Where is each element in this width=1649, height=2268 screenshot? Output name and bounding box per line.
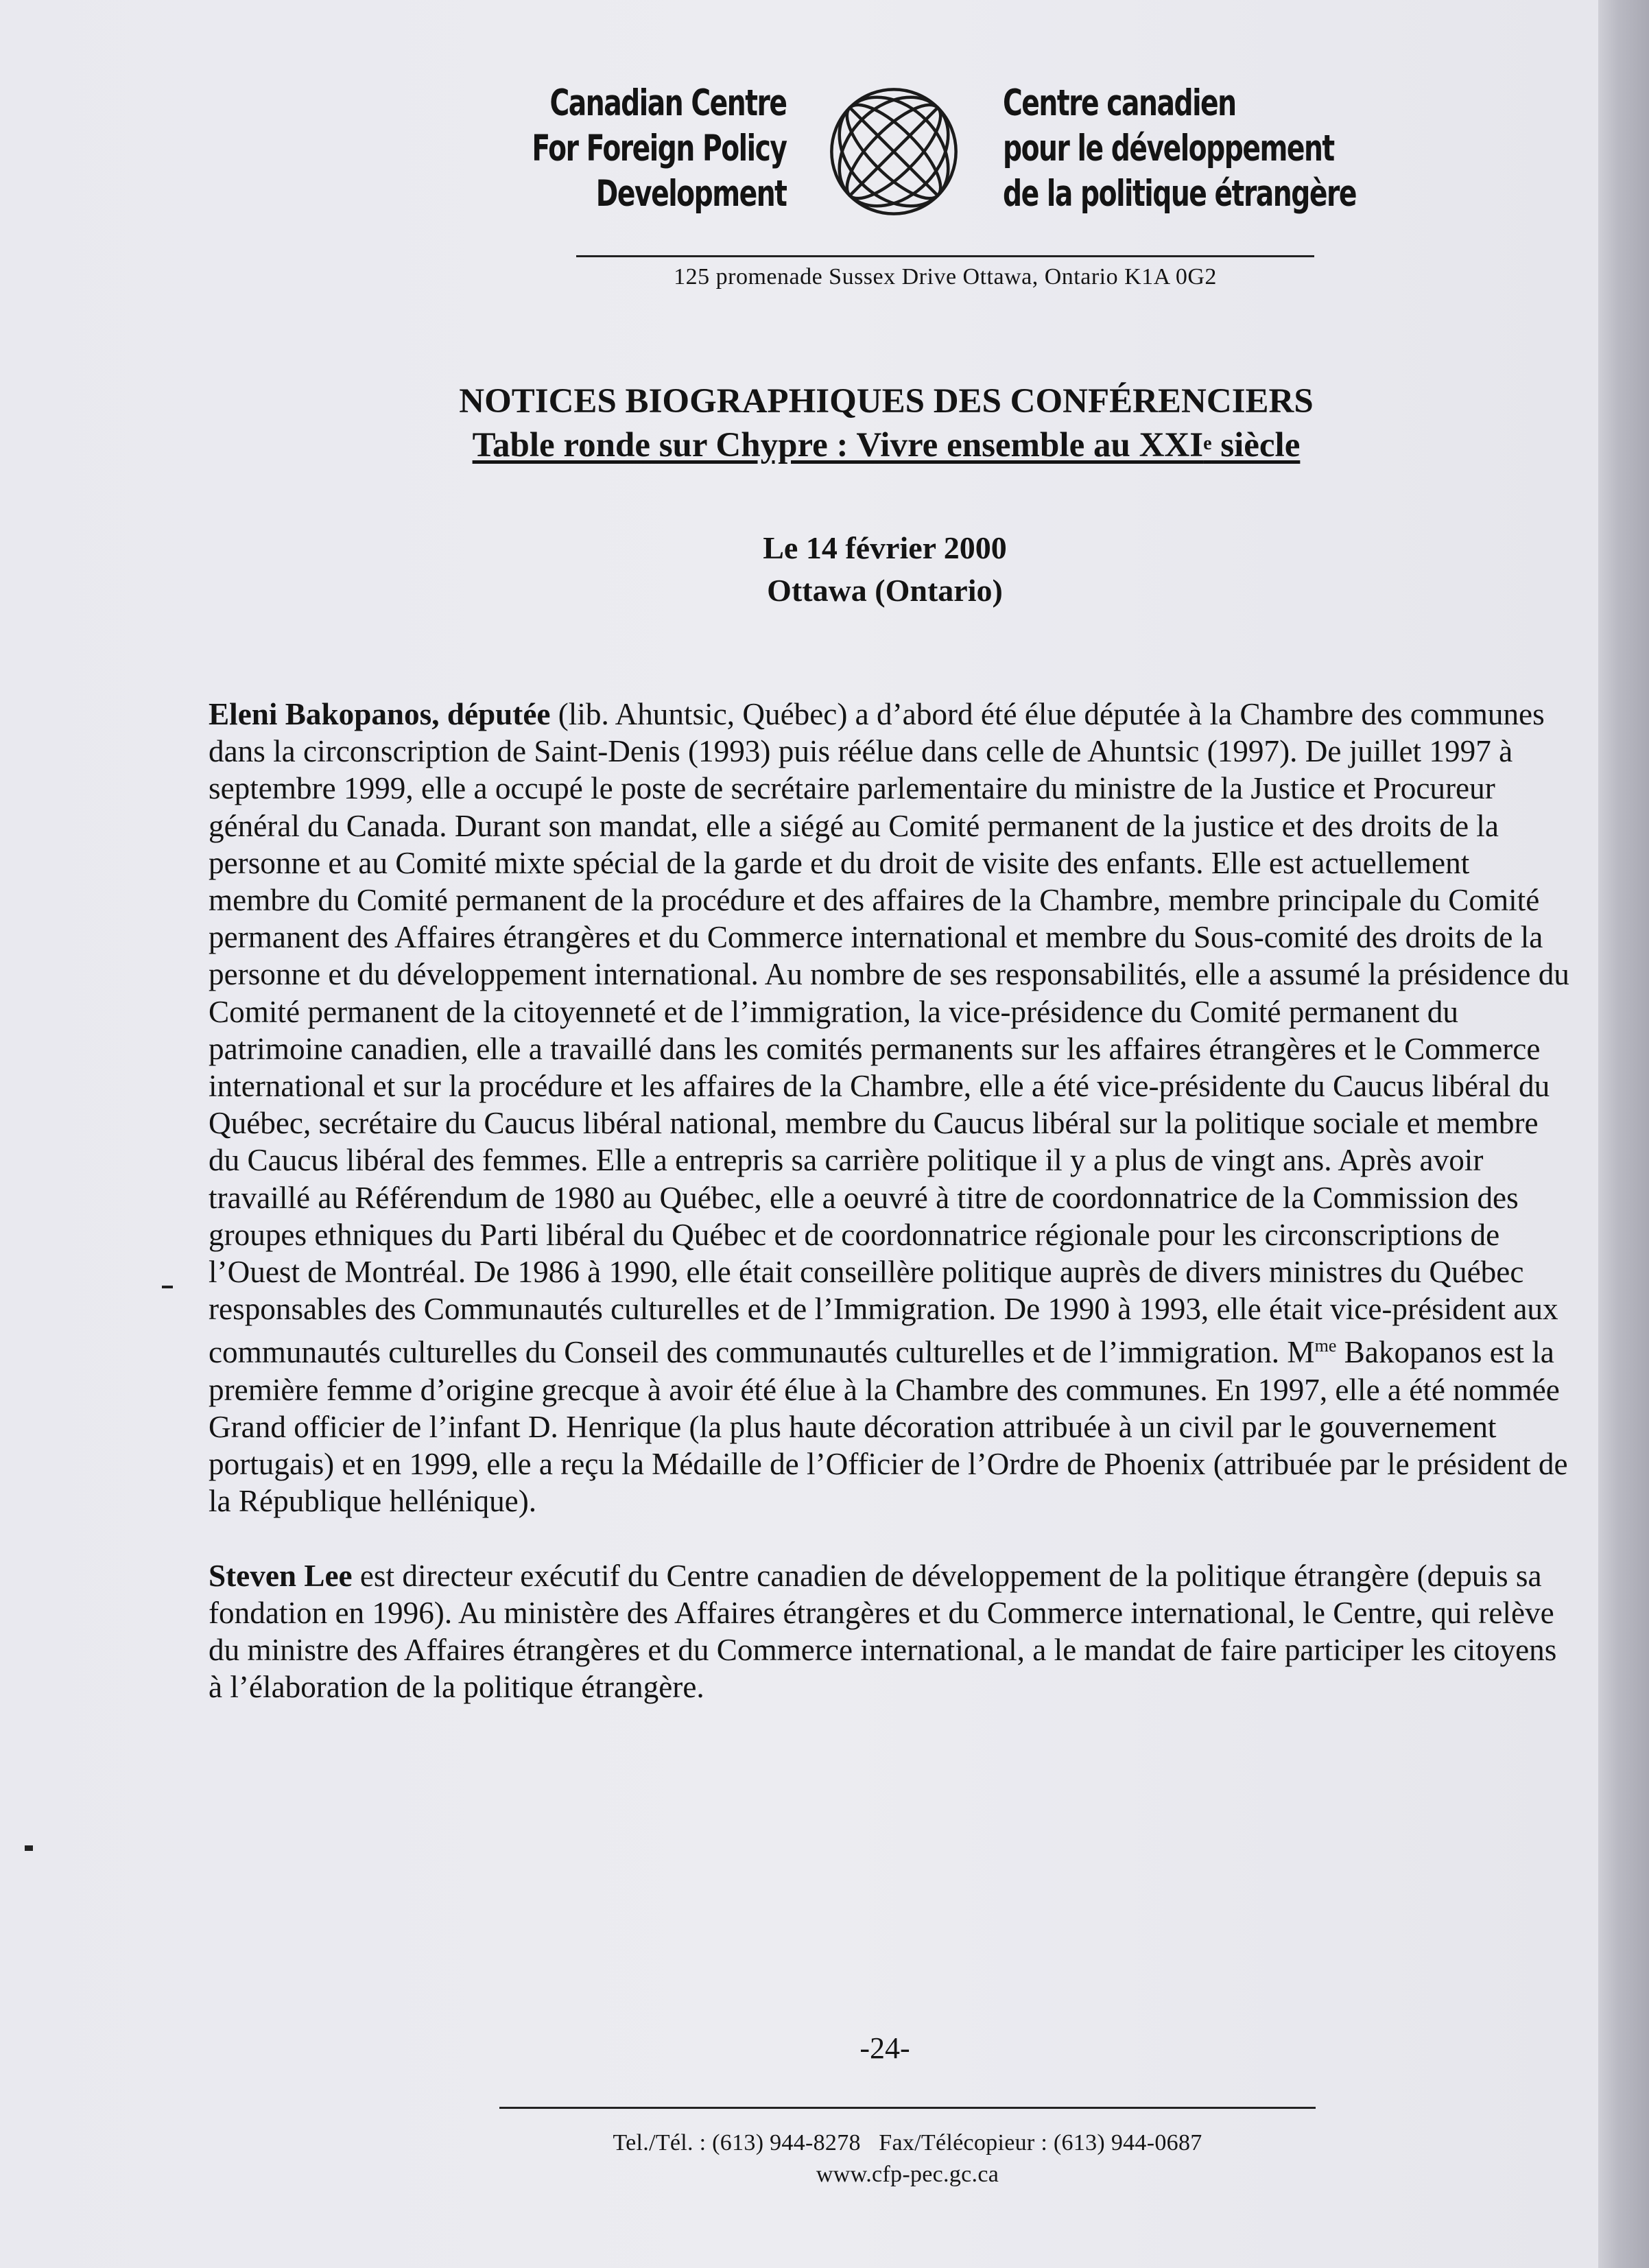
scan-mark <box>162 1286 173 1288</box>
page-number: -24- <box>859 2031 910 2065</box>
letterhead-divider <box>576 255 1314 257</box>
document-title <box>0 381 1649 469</box>
globe-icon <box>823 81 964 222</box>
event-info <box>0 527 1649 612</box>
page-title: NOTICES BIOGRAPHIQUES DES CONFÉRENCIERS <box>459 382 1314 421</box>
letterhead-french-name: Centre canadien pour le développement de la politique étrangère <box>1003 82 1356 215</box>
speaker-name: Steven Lee <box>209 1558 353 1593</box>
biography-paragraph: Steven Lee est directeur exécutif du Centre canadien de développement de la politique étrangère (depuis sa fondation en 1996). Au ministère des Affaires étrangères et du Commerce international, le Centre, qui relève du ministre des Affaires étrangères et du Commerce international, a le mandat de faire participer les citoyens à l’élaboration de la politique étrangère. <box>209 1558 1557 1705</box>
event-place: Ottawa (Ontario) <box>767 573 1003 608</box>
footer-contact <box>499 2127 1316 2190</box>
biographies <box>209 696 1574 1705</box>
biography-paragraph: Eleni Bakopanos, députée (lib. Ahuntsic, Québec) a d’abord été élue députée à la Chambre des communes dans la circonscription de Saint-Denis (1993) puis réélue dans celle de Ahuntsic (1997). De juillet 1997 à septembre 1999, elle a occupé le poste de secrétaire parlementaire du ministre de la Justice et Procureur général du Canada. Durant son mandat, elle a siégé au Comité permanent de la justice et des droits de la personne et au Comité mixte spécial de la garde et du droit de visite des enfants. Elle est actuellement membre du Comité permanent de la procédure et des affaires de la Chambre, membre principale du Comité permanent des Affaires étrangères et du Commerce international et membre du Sous-comité des droits de la personne et du développement international. Au nombre de ses responsabilités, elle a assumé la présidence du Comité permanent de la citoyenneté et de l’immigration, la vice-présidence du Comité permanent du patrimoine canadien, elle a travaillé dans les comités permanents sur les affaires étrangères et le Commerce international et sur la procédure et les affaires de la Chambre, elle a été vice-présidente du Caucus libéral du Québec, secrétaire du Caucus libéral national, membre du Caucus libéral sur la politique sociale et membre du Caucus libéral des femmes. Elle a entrepris sa carrière politique il y a plus de vingt ans. Après avoir travaillé au Référendum de 1980 au Québec, elle a oeuvré à titre de coordonnatrice de la Commission des groupes ethniques du Parti libéral du Québec et de coordonnatrice régionale pour les circonscriptions de l’Ouest de Montréal. De 1986 à 1990, elle était conseillère politique auprès de divers ministres du Québec responsables des Communautés culturelles et de l’Immigration. De 1990 à 1993, elle était vice-président aux communautés culturelles du Conseil des communautés culturelles et de l’immigration. $M^{me}$ Bakopanos est la première femme d’origine grecque à avoir été élue à la Chambre des communes. En 1997, elle a été nommée Grand officier de l’infant D. Henrique (la plus haute décoration attribuée à un civil par le gouvernement portugais) et en 1999, elle a reçu la Médaille de l’Officier de l’Ordre de Phoenix (attribuée par le président de la République hellénique). <box>209 697 1569 1519</box>
page-shadow-edge <box>1598 0 1649 2268</box>
speaker-name: Eleni Bakopanos, députée <box>209 697 551 731</box>
letterhead-english-name: Canadian Centre For Foreign Policy Development <box>531 82 786 215</box>
event-date: Le 14 février 2000 <box>763 530 1007 565</box>
footer-divider <box>499 2107 1316 2109</box>
page-subtitle: Table ronde sur Chypre : Vivre ensemble au XXIe siècle <box>472 426 1301 464</box>
footer-phone-fax: Tel./Tél. : (613) 944-8278 Fax/Télécopieur : (613) 944-0687 <box>613 2130 1202 2155</box>
scan-mark <box>25 1845 33 1851</box>
letterhead-address: 125 promenade Sussex Drive Ottawa, Ontario K1A 0G2 <box>674 264 1217 290</box>
footer-website: www.cfp-pec.gc.ca <box>816 2162 999 2187</box>
letterhead <box>0 0 1649 302</box>
